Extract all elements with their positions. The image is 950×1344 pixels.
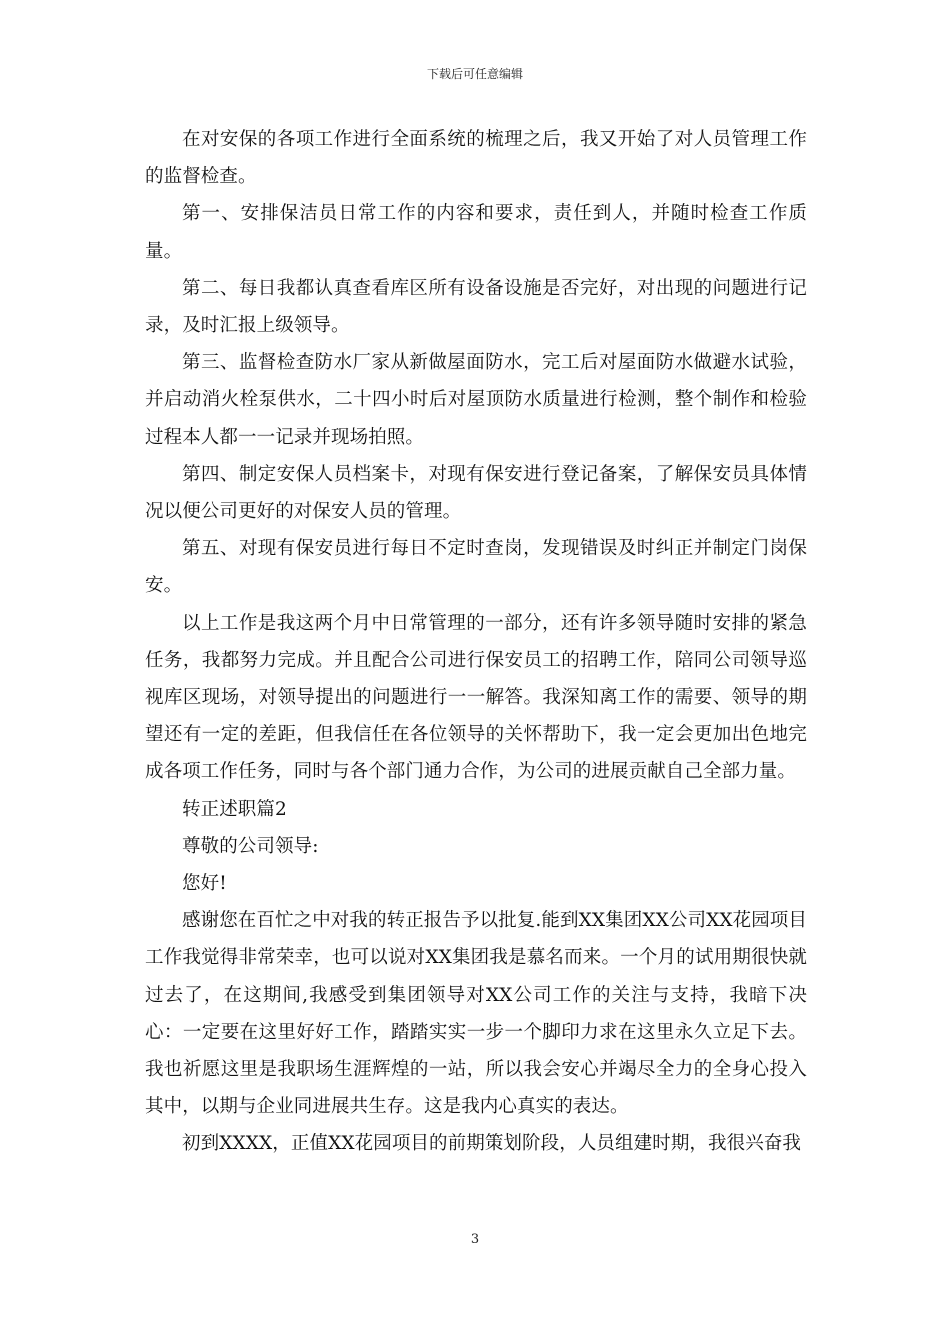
paragraph-thanks: 感谢您在百忙之中对我的转正报告予以批复.能到XX集团XX公司XX花园项目工作我觉得非常荣幸，也可以说对XX集团我是慕名而来。一个月的试用期很快就过去了，在这期间,我感受到集团领导对XX公司工作的关注与支持，我暗下决心：一定要在这里好好工作，踏踏实实一步一个脚印力求在这里永久立足下去。我也祈愿这里是我职场生涯辉煌的一站，所以我会安心并竭尽全力的全身心投入其中，以期与企业同进展共生存。这是我内心真实的表达。 <box>145 910 808 1118</box>
section-heading: 转正述职篇2 <box>182 798 287 820</box>
document-body <box>145 121 807 1163</box>
page-header-note: 下载后可任意编辑 <box>426 67 523 81</box>
greeting: 您好! <box>182 873 227 895</box>
paragraph-arrival: 初到XXXX，正值XX花园项目的前期策划阶段，人员组建时期，我很兴奋我 <box>182 1133 802 1155</box>
paragraph-staff-supervision: 在对安保的各项工作进行全面系统的梳理之后，我又开始了对人员管理工作的监督检查。 <box>145 129 807 188</box>
paragraph-item-three: 第三、监督检查防水厂家从新做屋面防水，完工后对屋面防水做避水试验，并启动消火栓泵供水，二十四小时后对屋顶防水质量进行检测，整个制作和检验过程本人都一一记录并现场拍照。 <box>145 352 807 448</box>
paragraph-item-one: 第一、安排保洁员日常工作的内容和要求，责任到人，并随时检查工作质量。 <box>145 203 807 262</box>
paragraph-item-four: 第四、制定安保人员档案卡，对现有保安进行登记备案，了解保安员具体情况以便公司更好的对保安人员的管理。 <box>145 463 807 523</box>
salutation: 尊敬的公司领导: <box>182 835 319 857</box>
paragraph-item-two: 第二、每日我都认真查看库区所有设备设施是否完好，对出现的问题进行记录，及时汇报上级领导。 <box>145 277 807 337</box>
paragraph-summary: 以上工作是我这两个月中日常管理的一部分，还有许多领导随时安排的紧急任务，我都努力完成。并且配合公司进行保安员工的招聘工作，陪同公司领导巡视库区现场，对领导提出的问题进行一一解答。我深知离工作的需要、领导的期望还有一定的差距，但我信任在各位领导的关怀帮助下，我一定会更加出色地完成各项工作任务，同时与各个部门通力合作，为公司的进展贡献自己全部力量。 <box>145 612 807 783</box>
page-number: 3 <box>470 1232 480 1247</box>
paragraph-item-five: 第五、对现有保安员进行每日不定时查岗，发现错误及时纠正并制定门岗保安。 <box>145 538 807 597</box>
